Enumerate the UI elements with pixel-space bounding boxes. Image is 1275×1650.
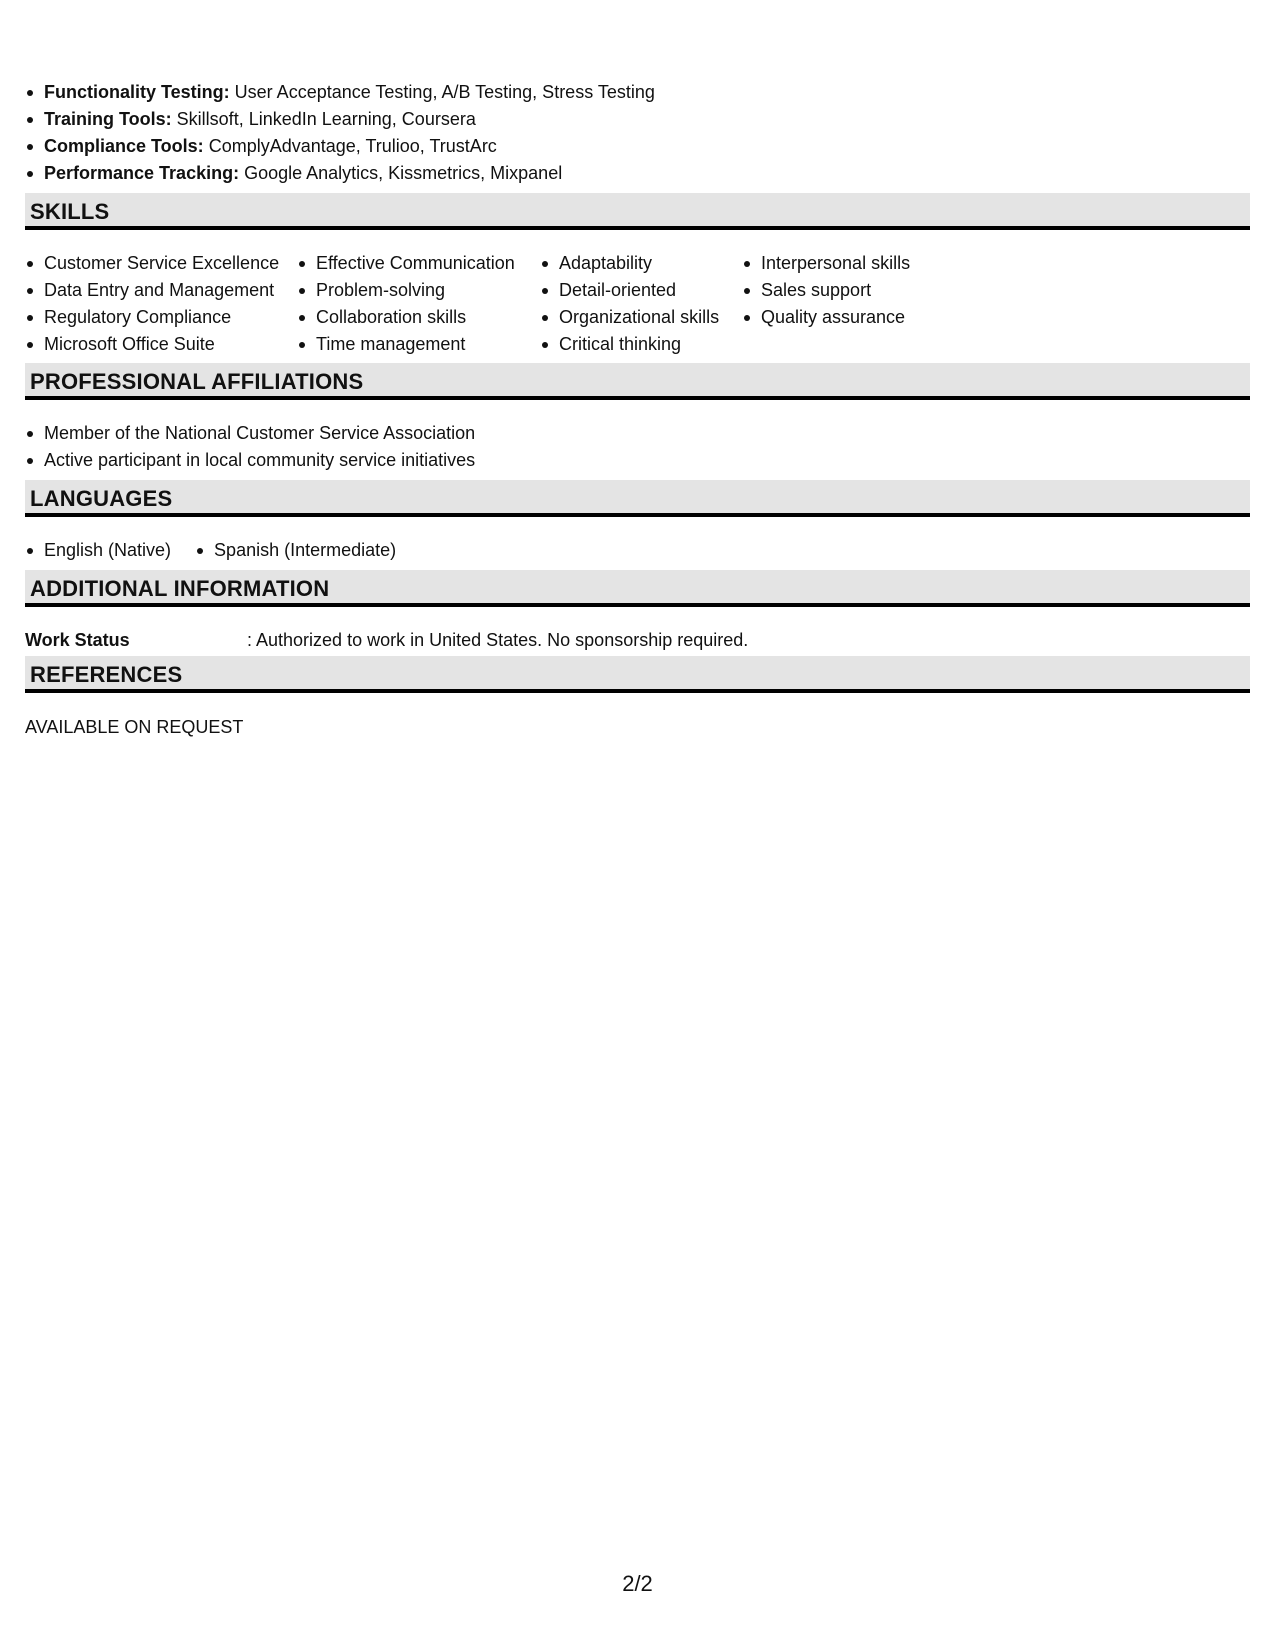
list-item: Collaboration skills: [297, 304, 540, 331]
skills-heading: [25, 193, 1250, 230]
tool-label: Performance Tracking:: [44, 163, 240, 183]
section-title: LANGUAGES: [30, 486, 173, 511]
affiliations-list: [25, 420, 475, 474]
affiliations-heading: [25, 363, 1250, 400]
tool-value: Google Analytics, Kissmetrics, Mixpanel: [239, 163, 563, 183]
skills-column: [297, 250, 540, 358]
work-status-label: Work Status: [25, 630, 130, 650]
page-number: 2/2: [622, 1571, 653, 1596]
list-item: Active participant in local community service initiatives: [25, 447, 475, 474]
list-item: Sales support: [742, 277, 972, 304]
list-item: Effective Communication: [297, 250, 540, 277]
additional-info-heading: [25, 570, 1250, 607]
list-item: Detail-oriented: [540, 277, 742, 304]
list-item: Organizational skills: [540, 304, 742, 331]
section-title: ADDITIONAL INFORMATION: [30, 576, 330, 601]
list-item: Quality assurance: [742, 304, 972, 331]
list-item: Interpersonal skills: [742, 250, 972, 277]
languages-list: [25, 537, 420, 564]
list-item: [25, 160, 655, 187]
skills-column: [540, 250, 742, 358]
list-item: [25, 79, 655, 106]
tool-value: ComplyAdvantage, Trulioo, TrustArc: [203, 136, 497, 156]
tools-list: [25, 79, 655, 187]
list-item: Customer Service Excellence: [25, 250, 297, 277]
section-title: REFERENCES: [30, 662, 183, 687]
references-text: AVAILABLE ON REQUEST: [25, 717, 244, 737]
section-title: SKILLS: [30, 199, 110, 224]
list-item: Microsoft Office Suite: [25, 331, 297, 358]
list-item: English (Native): [25, 537, 171, 564]
list-item: Adaptability: [540, 250, 742, 277]
tool-label: Functionality Testing:: [44, 82, 230, 102]
list-item: [25, 133, 655, 160]
references-heading: [25, 656, 1250, 693]
tool-value: Skillsoft, LinkedIn Learning, Coursera: [171, 109, 476, 129]
skills-column: [742, 250, 972, 358]
list-item: Problem-solving: [297, 277, 540, 304]
tool-label: Compliance Tools:: [44, 136, 204, 156]
list-item: Time management: [297, 331, 540, 358]
list-item: Data Entry and Management: [25, 277, 297, 304]
section-title: PROFESSIONAL AFFILIATIONS: [30, 369, 364, 394]
tool-label: Training Tools:: [44, 109, 172, 129]
work-status-value: : Authorized to work in United States. No sponsorship required.: [247, 630, 749, 650]
list-item: Critical thinking: [540, 331, 742, 358]
list-item: [25, 106, 655, 133]
list-item: Member of the National Customer Service Association: [25, 420, 475, 447]
list-item: Spanish (Intermediate): [195, 537, 396, 564]
languages-heading: [25, 480, 1250, 517]
list-item: Regulatory Compliance: [25, 304, 297, 331]
skills-column: [25, 250, 297, 358]
tool-value: User Acceptance Testing, A/B Testing, Stress Testing: [229, 82, 655, 102]
work-status-row: [25, 627, 1250, 653]
skills-grid: [25, 250, 972, 358]
